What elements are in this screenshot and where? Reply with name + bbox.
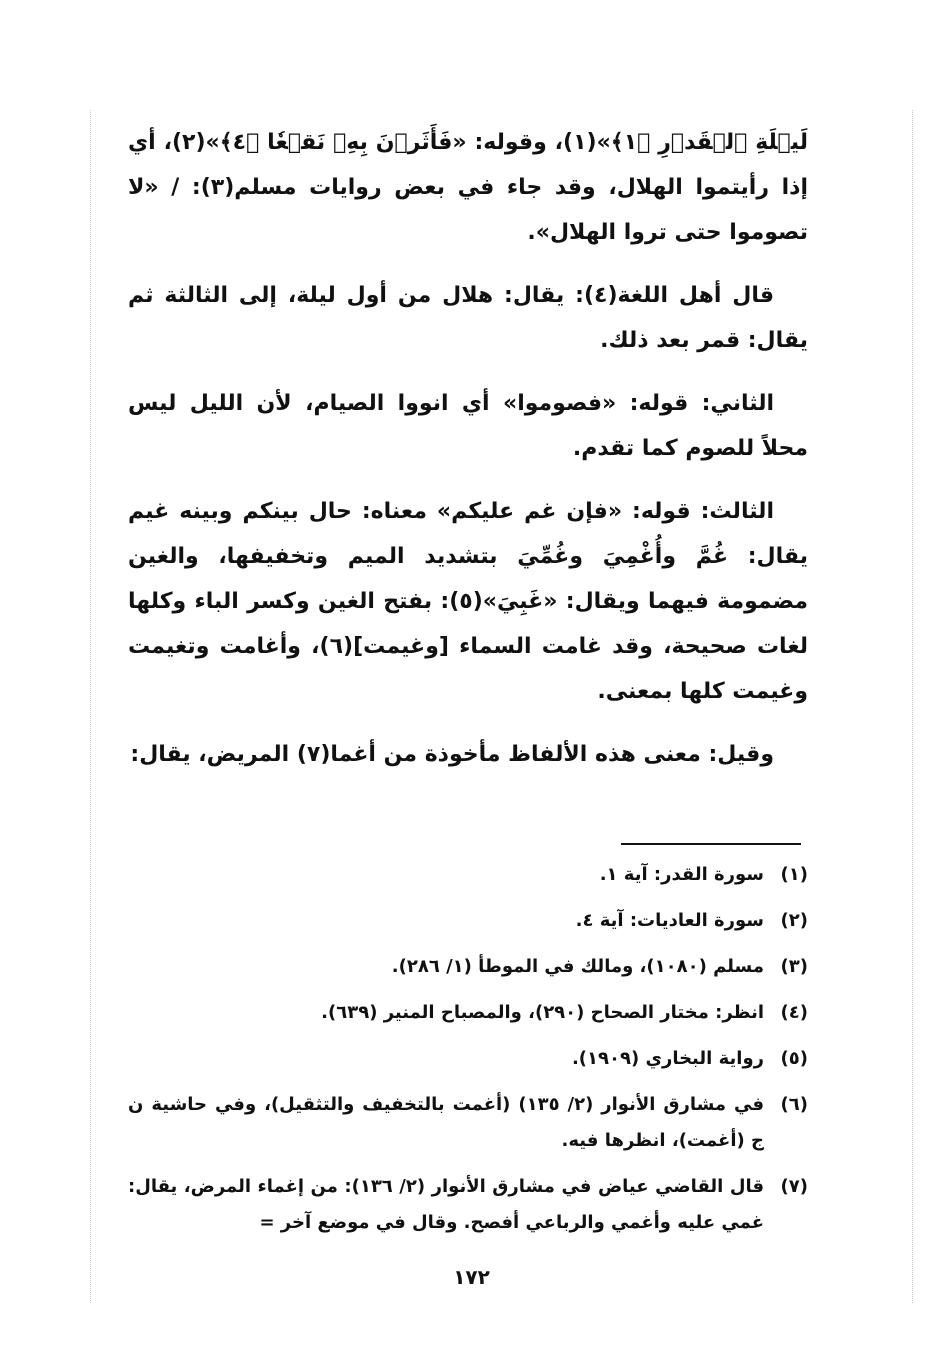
footnote-number: (٢) <box>780 910 808 931</box>
footnote-number: (٥) <box>780 1048 808 1069</box>
paragraph: قال أهل اللغة(٤): يقال: هلال من أول ليلة، إلى الثالثة ثم يقال: قمر بعد ذلك. <box>128 283 808 353</box>
footnote-number: (٧) <box>780 1176 808 1197</box>
footnote-text: سورة القدر: آية ١. <box>599 864 764 885</box>
footnote-number: (١) <box>780 864 808 885</box>
footnote-number: (٣) <box>780 956 808 977</box>
left-margin-dotted-line <box>90 110 91 1303</box>
footnote-text: قال القاضي عياض في مشارق الأنوار (٢/ ١٣٦): من إغماء المرض، يقال: غمي عليه وأغمي والرباعي أفصح. وقال في موضع آخر = <box>128 1176 764 1233</box>
footnote-number: (٤) <box>780 1002 808 1023</box>
footnote-item <box>128 903 808 939</box>
footnote-text: انظر: مختار الصحاح (٢٩٠)، والمصباح المنير (٦٣٩). <box>321 1002 764 1023</box>
footnote-item <box>128 949 808 985</box>
paragraph: الثالث: قوله: «فإن غم عليكم» معناه: حال بينكم وبينه غيم يقال: غُمَّ وأُغْمِيَ وغُمِّيَ بتشديد الميم وتخفيفها، والغين مضمومة فيهما ويقال: «غَبِيَ»(٥): بفتح الغين وكسر الباء وكلها لغات صحيحة، وقد غامت السماء [وغيمت](٦)، وأغامت وتغيمت وغيمت كلها بمعنى. <box>128 499 808 704</box>
footnote-item <box>128 857 808 893</box>
footnote-item <box>128 1169 808 1241</box>
footnote-divider <box>621 843 801 845</box>
footnote-item <box>128 1041 808 1077</box>
footnote-text: رواية البخاري (١٩٠٩). <box>571 1048 764 1069</box>
page-number: ١٧٢ <box>453 1265 490 1289</box>
paragraph: وقيل: معنى هذه الألفاظ مأخوذة من أغما(٧) المريض، يقال: <box>130 742 774 767</box>
right-margin-dotted-line <box>912 110 913 1303</box>
footnote-number: (٦) <box>780 1094 808 1115</box>
footnote-text: سورة العاديات: آية ٤. <box>575 910 764 931</box>
footnote-item <box>128 995 808 1031</box>
main-text <box>128 120 808 795</box>
footnote-text: في مشارق الأنوار (٢/ ١٣٥) (أغمت بالتخفيف والتثقيل)، وفي حاشية ن ج (أغمت)، انظرها فيه. <box>128 1094 764 1151</box>
footnote-item <box>128 1087 808 1159</box>
paragraph: لَيۡلَةِ ٱلۡقَدۡرِ ﴿١﴾»(١)، وقوله: «فَأَثَرۡنَ بِهِۦ نَقۡعٗا ﴿٤﴾»(٢)، أي إذا رأيتموا الهلال، وقد جاء في بعض روايات مسلم(٣): / «لا تصوموا حتى تروا الهلال». <box>128 130 808 245</box>
paragraph: الثاني: قوله: «فصوموا» أي انووا الصيام، لأن الليل ليس محلاً للصوم كما تقدم. <box>128 391 808 461</box>
footnote-text: مسلم (١٠٨٠)، ومالك في الموطأ (١/ ٢٨٦). <box>391 956 764 977</box>
footnotes <box>128 857 808 1251</box>
